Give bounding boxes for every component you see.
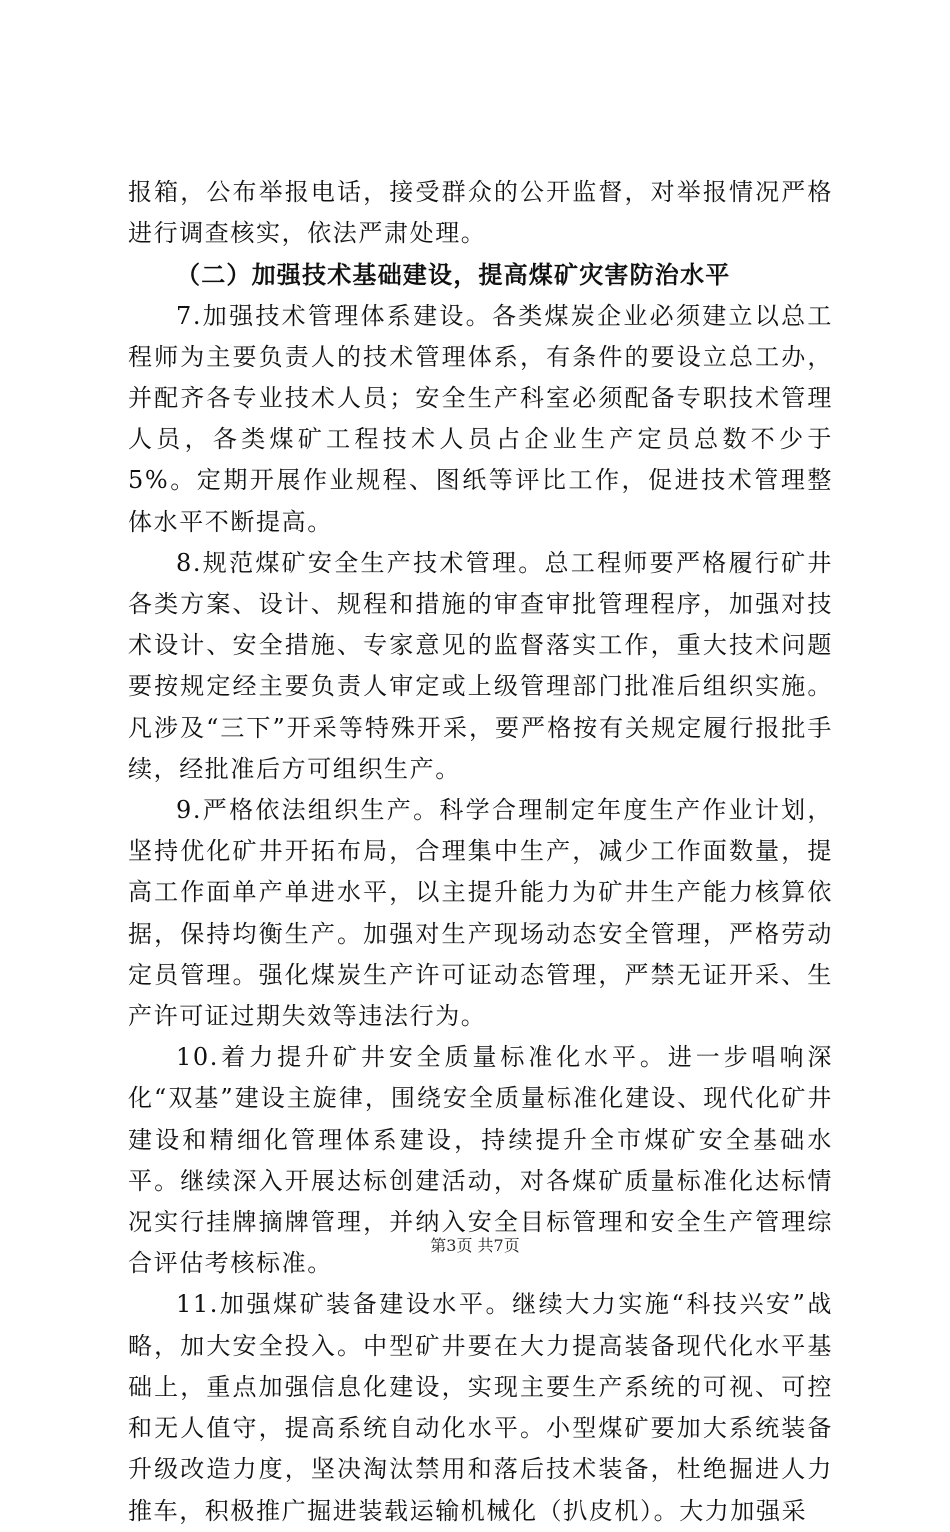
paragraph-item-10: 10.着力提升矿井安全质量标准化水平。进一步唱响深化“双基”建设主旋律，围绕安全质量标准化建设、现代化矿井建设和精细化管理体系建设，持续提升全市煤矿安全基础水平。继续深入开展达标创建活动，对各煤矿质量标准化达标情况实行挂牌摘牌管理，并纳入安全目标管理和安全生产管理综合评估考核标准。 bbox=[128, 1043, 833, 1278]
paragraph-item-7: 7.加强技术管理体系建设。各类煤炭企业必须建立以总工程师为主要负责人的技术管理体系，有条件的要设立总工办，并配齐各专业技术人员；安全生产科室必须配备专职技术管理人员，各类煤矿工程技术人员占企业生产定员总数不少于5%。定期开展作业规程、图纸等评比工作，促进技术管理整体水平不断提高。 bbox=[128, 301, 833, 536]
paragraph-item-11: 11.加强煤矿装备建设水平。继续大力实施“科技兴安”战略，加大安全投入。中型矿井要在大力提高装备现代化水平基础上，重点加强信息化建设，实现主要生产系统的可视、可控和无人值守，提高系统自动化水平。小型煤矿要加大系统装备升级改造力度，坚决淘汰禁用和落后技术装备，杜绝掘进人力推车，积极推广掘进装载运输机械化（扒皮机）。大力加强采 bbox=[128, 1290, 833, 1525]
section-heading: （二）加强技术基础建设，提高煤矿灾害防治水平 bbox=[176, 260, 731, 290]
document-body bbox=[128, 172, 833, 1532]
page-number-footer: 第3页 共7页 bbox=[430, 1236, 520, 1255]
paragraph-item-8: 8.规范煤矿安全生产技术管理。总工程师要严格履行矿井各类方案、设计、规程和措施的审查审批管理程序，加强对技术设计、安全措施、专家意见的监督落实工作，重大技术问题要按规定经主要负责人审定或上级管理部门批准后组织实施。凡涉及“三下”开采等特殊开采，要严格按有关规定履行报批手续，经批准后方可组织生产。 bbox=[128, 548, 833, 783]
paragraph-continuation: 报箱，公布举报电话，接受群众的公开监督，对举报情况严格进行调查核实，依法严肃处理。 bbox=[128, 178, 833, 248]
paragraph-item-9: 9.严格依法组织生产。科学合理制定年度生产作业计划，坚持优化矿井开拓布局，合理集中生产，减少工作面数量，提高工作面单产单进水平，以主提升能力为矿井生产能力核算依据，保持均衡生产。加强对生产现场动态安全管理，严格劳动定员管理。强化煤炭生产许可证动态管理，严禁无证开采、生产许可证过期失效等违法行为。 bbox=[128, 796, 833, 1031]
